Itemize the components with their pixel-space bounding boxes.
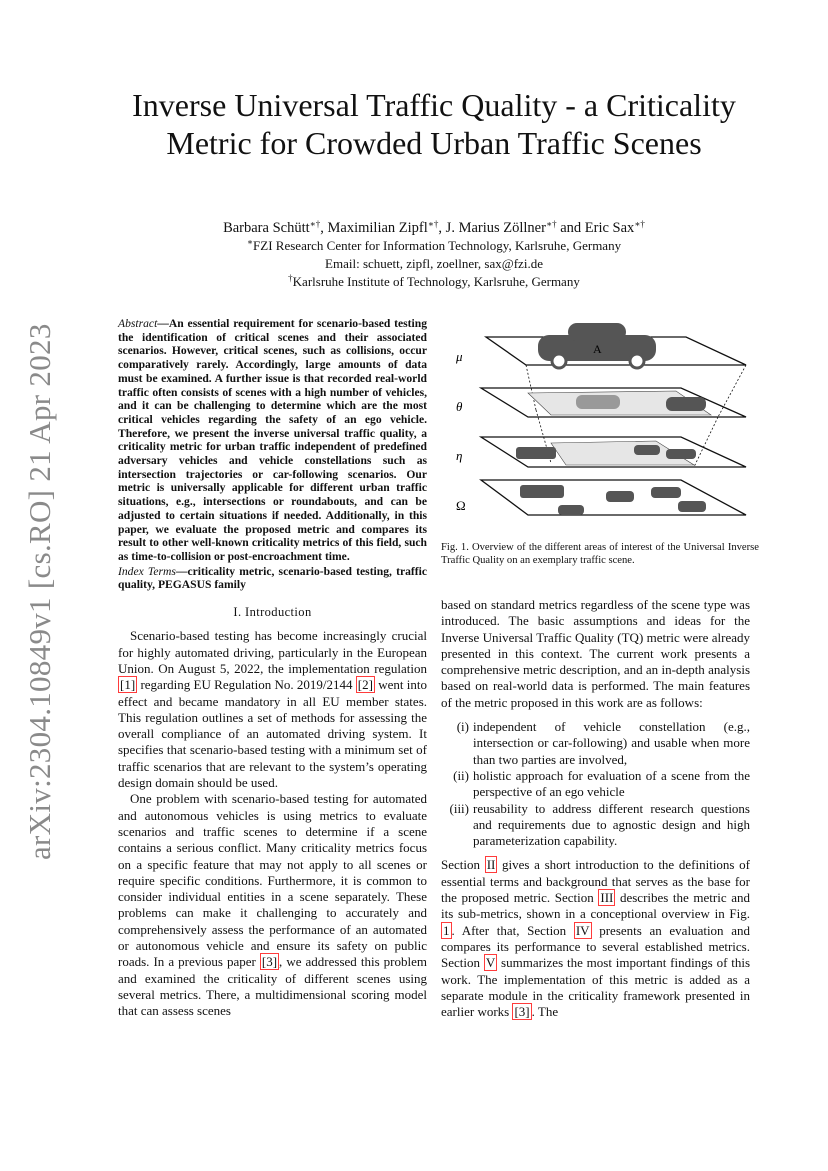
author-name: Eric Sax xyxy=(584,220,635,236)
feature-item xyxy=(441,801,750,850)
author-names xyxy=(100,219,768,237)
abstract-text: —An essential requirement for scenario-based testing the identification of critical scenes and their associated scenarios. However, critical scenes, such as collisions, occur comparatively rarely. Accordingly, large amounts of data must be examined. A further issue is that recorded real-world traffic often consists of scenes with a high number of vehicles, and it can be challenging to determine which are the most critical vehicles regarding the safety of an ego vehicle. Therefore, we present the inverse universal traffic quality, a criticality metric for urban traffic independent of predefined adversary vehicles and vehicle constellations such as intersection trajectories or car-following scenarios. Our metric is universally applicable for different urban traffic situations, e.g., intersections or roundabouts, and can be adjusted to certain situations if needed. Additionally, in this paper, we evaluate the proposed metric and compares its result to other well-known criticality metrics of this field, such as time-to-collision or post-encroachment time. xyxy=(118,317,427,563)
citation-link[interactable]: [3] xyxy=(261,954,278,970)
feature-text: independent of vehicle constellation (e.g., intersection or car-following) and usable when more than two parties are involved, xyxy=(473,719,750,767)
figure-link[interactable]: 1 xyxy=(443,922,450,938)
affiliation-kit xyxy=(100,273,768,291)
paper-title: Inverse Universal Traffic Quality - a Criticality Metric for Crowded Urban Traffic Scenes xyxy=(132,87,736,161)
text-run: . The xyxy=(531,1004,559,1020)
affiliation-mark: ∗† xyxy=(427,219,439,229)
text-run: Section xyxy=(441,857,485,873)
feature-item xyxy=(441,719,750,768)
left-column xyxy=(118,317,427,1019)
feature-number: (iii) xyxy=(449,800,469,816)
affiliation-mark: ∗† xyxy=(309,219,321,229)
intro-paragraph-2 xyxy=(118,791,427,1019)
text-run: describes the metric and its sub-metrics, shown in a conceptional overview in Fig. xyxy=(441,890,750,922)
figure-caption: Fig. 1. Overview of the different areas of interest of the Universal Inverse Traffic Quality on an exemplary traffic scene. xyxy=(441,542,759,566)
ego-label: A xyxy=(593,342,602,356)
feature-text: holistic approach for evaluation of a scene from the perspective of an ego vehicle xyxy=(473,767,750,800)
text-run: , we addressed this problem and examined the criticality of different scenes using several metrics. There, a multidimensional scoring model that can assess scenes xyxy=(118,954,427,1019)
feature-list xyxy=(441,719,750,849)
intro-paragraph-4 xyxy=(441,857,750,1020)
text-run: Scenario-based testing has become increasingly crucial for highly automated driving, particularly in the European Union. On August 5, 2022, the implementation regulation xyxy=(118,628,427,676)
feature-number: (ii) xyxy=(453,767,469,783)
text-run: went into effect and became mandatory in all EU member states. This regulation outlines a set of methods for assessing the overall compliance of an automated driving system. It specifies that scenario-based testing with a minimum set of traffic scenarios that are relevant to the system’s operating design domain should be used. xyxy=(118,677,428,791)
feature-number: (i) xyxy=(456,719,469,735)
citation-link[interactable]: [3] xyxy=(514,1004,530,1020)
figure-label: Ω xyxy=(456,498,466,513)
feature-item xyxy=(441,768,750,801)
affiliation-fzi xyxy=(100,237,768,255)
affiliation-mark: ∗† xyxy=(545,219,557,229)
index-terms-text: —criticality metric, scenario-based testing, traffic quality, PEGASUS family xyxy=(118,564,427,592)
separator: and xyxy=(556,220,585,236)
text-run: presents an evaluation and compares its performance to several established metrics. Section xyxy=(441,922,750,971)
abstract xyxy=(118,317,427,564)
intro-paragraph-1 xyxy=(118,628,427,791)
separator: , xyxy=(320,220,328,236)
arxiv-identifier: arXiv:2304.10849v1 [cs.RO] 21 Apr 2023 xyxy=(22,323,57,860)
author-email: Email: schuett, zipfl, zoellner, sax@fzi.de xyxy=(325,256,543,271)
text-run: gives a short introduction to the definitions of essential terms and background that serves as the base for the proposed metric. Section xyxy=(441,857,751,906)
citation-link[interactable]: [1] xyxy=(120,677,136,693)
affiliation-mark: ∗† xyxy=(634,219,645,229)
index-terms-paragraph xyxy=(118,565,427,592)
figure-1 xyxy=(456,315,756,530)
affiliation-text: Karlsruhe Institute of Technology, Karlsruhe, Germany xyxy=(292,274,580,289)
section-link[interactable]: II xyxy=(486,857,496,873)
affiliation-mark: † xyxy=(288,273,293,283)
text-run: One problem with scenario-based testing for automated and autonomous vehicles is using metrics to evaluate scenarios and traffic scenes to determine if a scene contains a serious conflict. Many criticality metrics focus on a specific feature that may not apply to all scenes or require specific conditions. Furthermore, it is common to consider individual entities in a scene separately. These problems can make it challenging to accurately and comprehensively assess the performance of an automated or autonomous vehicle and ensure its safety on public roads. In a previous paper xyxy=(118,791,427,970)
affiliation-text: FZI Research Center for Information Technology, Karlsruhe, Germany xyxy=(253,238,622,253)
feature-text: reusability to address different research questions and requirements due to agnostic design and high parameterization capability. xyxy=(473,800,750,849)
author-name: J. Marius Zöllner xyxy=(445,220,546,236)
author-name: Maximilian Zipfl xyxy=(327,220,428,236)
section-link[interactable]: IV xyxy=(575,922,590,938)
section-heading: I. Introduction xyxy=(233,605,312,620)
right-column xyxy=(441,597,750,1020)
figure-label: η xyxy=(456,448,463,463)
affiliation-mark: ∗ xyxy=(246,237,254,247)
author-name: Barbara Schütt xyxy=(223,220,310,236)
separator: , xyxy=(438,220,446,236)
section-link[interactable]: III xyxy=(600,890,614,906)
figure-label: θ xyxy=(456,399,463,414)
text-run: summarizes the most important findings of this work. The implementation of this metric is added as a separate module in the criticality framework presented in earlier works xyxy=(441,955,751,1020)
figure-label: μ xyxy=(456,349,463,364)
citation-link[interactable]: [2] xyxy=(357,677,373,693)
text-run: regarding EU Regulation No. 2019/2144 xyxy=(137,677,356,693)
abstract-paragraph xyxy=(118,317,427,564)
author-block xyxy=(100,219,768,291)
index-terms xyxy=(118,565,427,592)
abstract-lead: Abstract xyxy=(118,317,158,330)
section-link[interactable]: V xyxy=(485,955,496,971)
index-terms-lead: Index Terms xyxy=(118,564,176,578)
intro-paragraph-3: based on standard metrics regardless of the scene type was introduced. The basic assumptions and ideas for the Inverse Universal Traffic Quality (TQ) metric were already presented in this context. The current work presents a comprehensive metric description, and an in-depth analysis based on real-world data is performed. The main features of the metric proposed in this work are as follows: xyxy=(441,597,750,710)
text-run: . After that, Section xyxy=(451,922,574,938)
